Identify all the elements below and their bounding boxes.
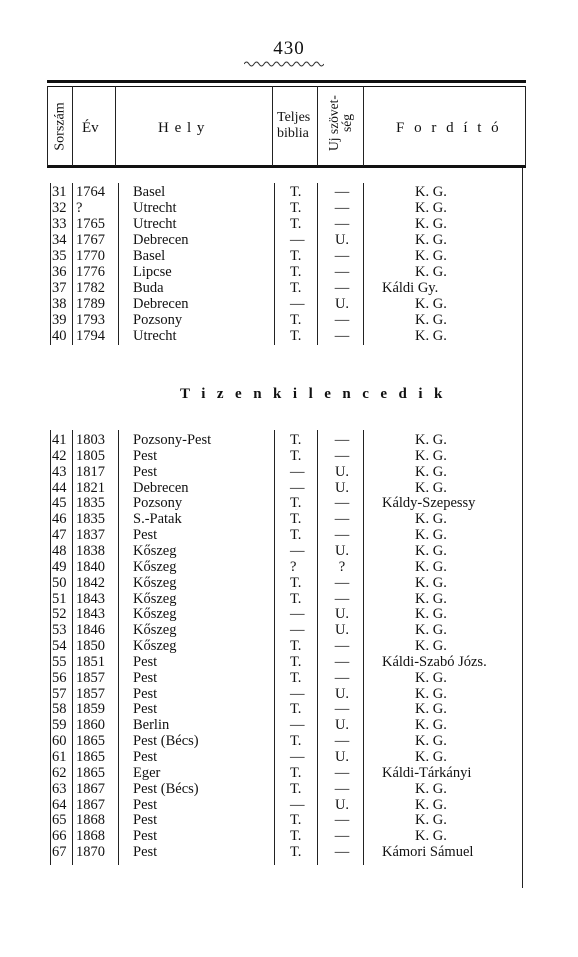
row-place: Pest	[133, 796, 158, 813]
row-year: 1857	[76, 669, 105, 686]
row-year: 1843	[76, 606, 105, 623]
table-row	[0, 717, 578, 733]
row-place: Kőszeg	[133, 638, 177, 655]
header-teljes-biblia	[277, 110, 310, 142]
row-teljes-biblia: —	[290, 606, 305, 623]
row-number: 66	[52, 828, 67, 845]
row-number: 43	[52, 463, 67, 480]
row-place: Pest	[133, 669, 158, 686]
table-row	[0, 511, 578, 527]
table-row	[0, 606, 578, 622]
row-number: 37	[52, 280, 67, 296]
row-place: Debrecen	[133, 232, 189, 248]
row-teljes-biblia: T.	[290, 216, 302, 232]
row-teljes-biblia: —	[290, 479, 305, 496]
row-year: 1870	[76, 844, 105, 861]
header-sorszam: Sorszám	[52, 102, 68, 151]
row-number: 49	[52, 558, 67, 575]
table-row	[0, 264, 578, 280]
row-number: 31	[52, 184, 67, 200]
table-row	[0, 328, 578, 344]
row-number: 65	[52, 812, 67, 829]
row-place: Utrecht	[133, 328, 177, 344]
row-number: 32	[52, 200, 67, 216]
row-place: Basel	[133, 248, 166, 264]
row-year: 1859	[76, 701, 105, 718]
table-row	[0, 797, 578, 813]
row-fordito: Káldi-Tárkányi	[382, 764, 472, 781]
row-fordito: K. G.	[415, 812, 447, 829]
row-teljes-biblia: —	[290, 542, 305, 559]
row-year: 1868	[76, 812, 105, 829]
row-teljes-biblia: T.	[290, 200, 302, 216]
table-row	[0, 622, 578, 638]
row-fordito: K. G.	[415, 527, 447, 544]
row-fordito: Káldi-Szabó Józs.	[382, 653, 487, 670]
row-uj-szovetseg: —	[334, 844, 350, 861]
row-year: 1851	[76, 653, 105, 670]
row-year: 1865	[76, 749, 105, 765]
row-fordito: K. G.	[415, 828, 447, 845]
row-uj-szovetseg: U.	[334, 463, 350, 480]
row-year: 1821	[76, 479, 105, 496]
row-fordito: K. G.	[415, 733, 447, 750]
table-row	[0, 248, 578, 264]
row-fordito: K. G.	[415, 622, 447, 639]
row-teljes-biblia: T.	[290, 764, 302, 781]
table-row	[0, 296, 578, 312]
row-number: 48	[52, 542, 67, 559]
row-number: 58	[52, 701, 67, 718]
row-place: Pozsony-Pest	[133, 432, 212, 448]
row-place: Buda	[133, 280, 164, 296]
row-fordito: K. G.	[415, 717, 447, 734]
table-row	[0, 638, 578, 654]
row-number: 46	[52, 511, 67, 528]
row-year: 1867	[76, 780, 105, 797]
row-number: 40	[52, 328, 67, 344]
row-place: Pest	[133, 463, 158, 480]
row-teljes-biblia: T.	[290, 701, 302, 718]
row-uj-szovetseg: —	[334, 312, 350, 328]
row-teljes-biblia: T.	[290, 733, 302, 750]
row-year: 1767	[76, 232, 105, 248]
row-year: 1764	[76, 184, 105, 200]
row-uj-szovetseg: —	[334, 495, 350, 512]
row-fordito: K. G.	[415, 780, 447, 797]
row-uj-szovetseg: U.	[334, 749, 350, 765]
row-fordito: K. G.	[415, 606, 447, 623]
row-teljes-biblia: T.	[290, 653, 302, 670]
row-year: 1857	[76, 685, 105, 702]
table-row	[0, 527, 578, 543]
row-uj-szovetseg: —	[334, 248, 350, 264]
header-divider	[363, 86, 364, 166]
row-uj-szovetseg: —	[334, 733, 350, 750]
row-fordito: K. G.	[415, 312, 447, 328]
row-uj-szovetseg: —	[334, 328, 350, 344]
row-year: 1793	[76, 312, 105, 328]
row-place: Pest	[133, 812, 158, 829]
row-number: 59	[52, 717, 67, 734]
row-teljes-biblia: T.	[290, 590, 302, 607]
row-uj-szovetseg: —	[334, 511, 350, 528]
row-uj-szovetseg: —	[334, 590, 350, 607]
ornament-wave	[244, 60, 324, 68]
row-teljes-biblia: T.	[290, 184, 302, 200]
row-uj-szovetseg: U.	[334, 606, 350, 623]
row-number: 50	[52, 574, 67, 591]
row-uj-szovetseg: U.	[334, 685, 350, 702]
table-row	[0, 844, 578, 860]
row-place: Pest	[133, 828, 158, 845]
row-number: 64	[52, 796, 67, 813]
table-row	[0, 495, 578, 511]
row-year: 1835	[76, 511, 105, 528]
row-teljes-biblia: T.	[290, 248, 302, 264]
row-number: 56	[52, 669, 67, 686]
row-place: Utrecht	[133, 200, 177, 216]
row-teljes-biblia: T.	[290, 495, 302, 512]
row-fordito: K. G.	[415, 447, 447, 464]
table-row	[0, 464, 578, 480]
row-fordito: K. G.	[415, 638, 447, 655]
row-place: Pest	[133, 685, 158, 702]
table-row	[0, 749, 578, 765]
row-place: Pest	[133, 527, 158, 544]
row-uj-szovetseg: —	[334, 653, 350, 670]
row-fordito: K. G.	[415, 558, 447, 575]
row-number: 63	[52, 780, 67, 797]
table-row	[0, 280, 578, 296]
row-place: Kőszeg	[133, 622, 177, 639]
header-uj-szovetseg	[327, 83, 353, 163]
row-place: Pozsony	[133, 495, 183, 512]
row-fordito: K. G.	[415, 796, 447, 813]
row-uj-szovetseg: —	[334, 701, 350, 718]
row-fordito: K. G.	[415, 749, 447, 765]
row-number: 42	[52, 447, 67, 464]
table-row	[0, 828, 578, 844]
row-fordito: K. G.	[415, 184, 447, 200]
header-divider	[72, 86, 73, 166]
row-fordito: K. G.	[415, 232, 447, 248]
row-year: 1782	[76, 280, 105, 296]
header-teljes-line1: Teljes	[277, 110, 311, 125]
row-year: 1860	[76, 717, 105, 734]
header-divider	[317, 86, 318, 166]
row-place: Pest	[133, 447, 158, 464]
row-year: 1837	[76, 527, 105, 544]
row-fordito: K. G.	[415, 216, 447, 232]
row-place: S.-Patak	[133, 511, 182, 528]
row-number: 35	[52, 248, 67, 264]
table-row	[0, 232, 578, 248]
row-place: Pest (Bécs)	[133, 733, 199, 750]
row-teljes-biblia: T.	[290, 432, 302, 448]
page-number: 430	[273, 38, 305, 59]
table-row	[0, 654, 578, 670]
row-uj-szovetseg: —	[334, 216, 350, 232]
table-row	[0, 480, 578, 496]
table-row	[0, 448, 578, 464]
row-number: 44	[52, 479, 67, 496]
row-year: 1868	[76, 828, 105, 845]
row-uj-szovetseg: —	[334, 280, 350, 296]
row-uj-szovetseg: —	[334, 638, 350, 655]
table-row	[0, 765, 578, 781]
row-year: 1803	[76, 432, 105, 448]
row-place: Debrecen	[133, 479, 189, 496]
row-uj-szovetseg: —	[334, 447, 350, 464]
row-number: 41	[52, 432, 67, 448]
row-uj-szovetseg: ?	[338, 558, 346, 575]
row-fordito: K. G.	[415, 328, 447, 344]
row-place: Lipcse	[133, 264, 172, 280]
row-number: 61	[52, 749, 67, 765]
row-year: 1840	[76, 558, 105, 575]
header-ev: Év	[82, 120, 99, 136]
row-year: 1850	[76, 638, 105, 655]
row-uj-szovetseg: —	[334, 432, 350, 448]
row-uj-szovetseg: U.	[334, 479, 350, 496]
table-row	[0, 701, 578, 717]
row-place: Eger	[133, 764, 161, 781]
row-uj-szovetseg: U.	[334, 296, 350, 312]
row-uj-szovetseg: —	[334, 527, 350, 544]
row-uj-szovetseg: —	[334, 264, 350, 280]
row-uj-szovetseg: —	[334, 574, 350, 591]
table-row	[0, 812, 578, 828]
row-uj-szovetseg: U.	[334, 717, 350, 734]
row-fordito: K. G.	[415, 432, 447, 448]
row-uj-szovetseg: U.	[334, 796, 350, 813]
header-hely: H e l y	[158, 120, 206, 136]
row-year: 1843	[76, 590, 105, 607]
row-year: 1867	[76, 796, 105, 813]
row-place: Kőszeg	[133, 542, 177, 559]
header-fordito: F o r d í t ó	[396, 120, 502, 136]
header-bottom-rule	[47, 165, 526, 168]
row-fordito: K. G.	[415, 685, 447, 702]
row-number: 57	[52, 685, 67, 702]
row-teljes-biblia: —	[290, 796, 305, 813]
row-teljes-biblia: —	[290, 622, 305, 639]
row-number: 54	[52, 638, 67, 655]
table-row	[0, 216, 578, 232]
row-teljes-biblia: T.	[290, 844, 302, 861]
row-number: 60	[52, 733, 67, 750]
row-uj-szovetseg: —	[334, 200, 350, 216]
row-fordito: Káldy-Szepessy	[382, 495, 476, 512]
row-teljes-biblia: T.	[290, 447, 302, 464]
row-year: 1835	[76, 495, 105, 512]
table-top-rule	[47, 80, 526, 83]
table-row	[0, 432, 578, 448]
row-fordito: K. G.	[415, 669, 447, 686]
row-place: Basel	[133, 184, 166, 200]
row-year: 1865	[76, 764, 105, 781]
row-teljes-biblia: T.	[290, 669, 302, 686]
table-row	[0, 184, 578, 200]
row-place: Kőszeg	[133, 574, 177, 591]
row-teljes-biblia: —	[290, 685, 305, 702]
row-teljes-biblia: T.	[290, 828, 302, 845]
row-teljes-biblia: T.	[290, 280, 302, 296]
header-uj-line1: Uj szövet-	[326, 95, 341, 151]
row-teljes-biblia: —	[290, 296, 305, 312]
table-row	[0, 591, 578, 607]
row-uj-szovetseg: U.	[334, 232, 350, 248]
row-fordito: K. G.	[415, 296, 447, 312]
row-place: Kőszeg	[133, 558, 177, 575]
row-uj-szovetseg: —	[334, 828, 350, 845]
table-row	[0, 686, 578, 702]
row-place: Pest	[133, 749, 158, 765]
row-place: Debrecen	[133, 296, 189, 312]
row-place: Pest (Bécs)	[133, 780, 199, 797]
row-year: 1817	[76, 463, 105, 480]
row-uj-szovetseg: —	[334, 669, 350, 686]
row-fordito: Káldi Gy.	[382, 280, 439, 296]
row-teljes-biblia: —	[290, 463, 305, 480]
row-teljes-biblia: T.	[290, 511, 302, 528]
row-number: 39	[52, 312, 67, 328]
row-uj-szovetseg: —	[334, 780, 350, 797]
row-uj-szovetseg: U.	[334, 542, 350, 559]
table-row	[0, 575, 578, 591]
row-place: Kőszeg	[133, 606, 177, 623]
table-row	[0, 543, 578, 559]
row-number: 45	[52, 495, 67, 512]
row-teljes-biblia: T.	[290, 312, 302, 328]
row-fordito: K. G.	[415, 248, 447, 264]
row-teljes-biblia: —	[290, 717, 305, 734]
row-place: Utrecht	[133, 216, 177, 232]
row-teljes-biblia: T.	[290, 527, 302, 544]
row-fordito: K. G.	[415, 511, 447, 528]
row-fordito: K. G.	[415, 479, 447, 496]
row-fordito: K. G.	[415, 701, 447, 718]
row-number: 51	[52, 590, 67, 607]
row-number: 62	[52, 764, 67, 781]
row-fordito: K. G.	[415, 463, 447, 480]
row-year: 1794	[76, 328, 105, 344]
row-number: 34	[52, 232, 67, 248]
section-title: Tizenkilencedik	[180, 386, 454, 402]
row-fordito: Kámori Sámuel	[382, 844, 474, 861]
row-teljes-biblia: —	[290, 749, 305, 765]
row-year: 1765	[76, 216, 105, 232]
row-year: ?	[76, 200, 83, 216]
table-row	[0, 781, 578, 797]
row-fordito: K. G.	[415, 542, 447, 559]
row-uj-szovetseg: —	[334, 812, 350, 829]
table-row	[0, 559, 578, 575]
row-number: 36	[52, 264, 67, 280]
row-year: 1776	[76, 264, 105, 280]
header-divider	[115, 86, 116, 166]
row-uj-szovetseg: —	[334, 184, 350, 200]
row-teljes-biblia: T.	[290, 638, 302, 655]
row-teljes-biblia: —	[290, 232, 305, 248]
row-teljes-biblia: T.	[290, 780, 302, 797]
row-number: 47	[52, 527, 67, 544]
row-year: 1842	[76, 574, 105, 591]
row-place: Kőszeg	[133, 590, 177, 607]
table-row	[0, 312, 578, 328]
table-row	[0, 200, 578, 216]
header-divider	[47, 86, 48, 166]
table-row	[0, 670, 578, 686]
header-divider	[525, 86, 526, 166]
table-row	[0, 733, 578, 749]
row-number: 67	[52, 844, 67, 861]
row-number: 38	[52, 296, 67, 312]
row-teljes-biblia: T.	[290, 328, 302, 344]
row-fordito: K. G.	[415, 574, 447, 591]
row-uj-szovetseg: U.	[334, 622, 350, 639]
row-number: 52	[52, 606, 67, 623]
row-year: 1865	[76, 733, 105, 750]
header-teljes-line2: biblia	[277, 126, 309, 141]
row-fordito: K. G.	[415, 200, 447, 216]
row-teljes-biblia: T.	[290, 264, 302, 280]
row-place: Berlin	[133, 717, 170, 734]
row-place: Pest	[133, 701, 158, 718]
row-uj-szovetseg: —	[334, 764, 350, 781]
row-year: 1838	[76, 542, 105, 559]
row-teljes-biblia: T.	[290, 812, 302, 829]
row-teljes-biblia: ?	[290, 558, 297, 575]
row-year: 1846	[76, 622, 105, 639]
row-number: 53	[52, 622, 67, 639]
row-number: 33	[52, 216, 67, 232]
row-place: Pest	[133, 653, 158, 670]
table-top-rule-thin	[47, 86, 526, 87]
row-year: 1770	[76, 248, 105, 264]
row-place: Pest	[133, 844, 158, 861]
row-place: Pozsony	[133, 312, 183, 328]
row-year: 1789	[76, 296, 105, 312]
header-divider	[272, 86, 273, 166]
row-number: 55	[52, 653, 67, 670]
row-teljes-biblia: T.	[290, 574, 302, 591]
row-fordito: K. G.	[415, 264, 447, 280]
row-year: 1805	[76, 447, 105, 464]
row-fordito: K. G.	[415, 590, 447, 607]
header-uj-line2: ség	[339, 114, 354, 132]
